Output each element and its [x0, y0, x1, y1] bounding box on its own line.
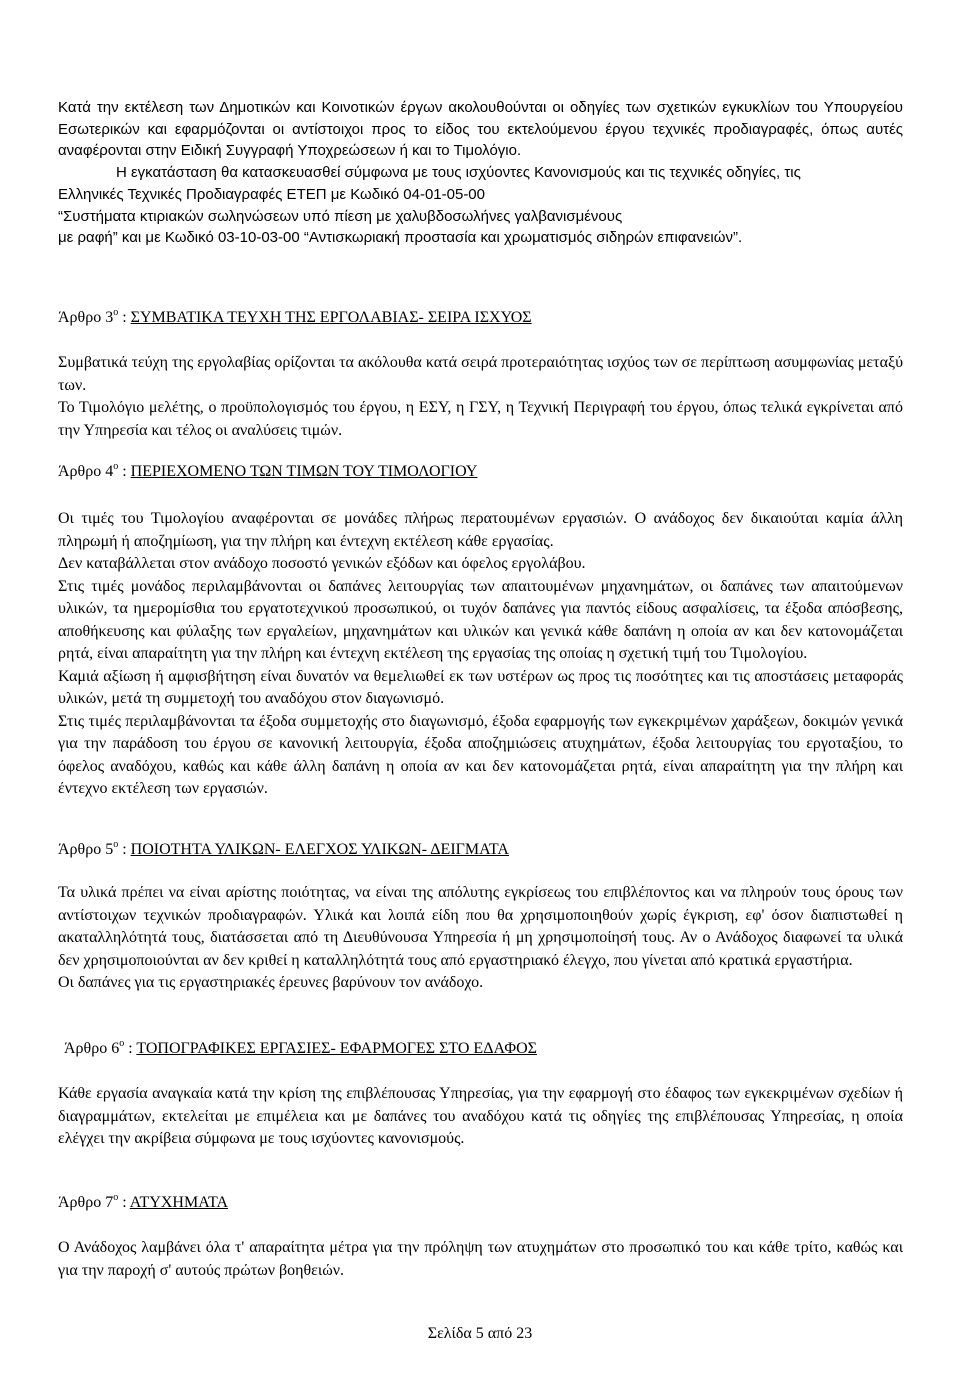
article-5-paragraph-1: Τα υλικά πρέπει να είναι αρίστης ποιότητας, να είναι της απόλυτης εγκρίσεως του επιβλέποντος και να πληρούν τους όρους των αντίστοιχων τεχνικών προδιαγραφών. Υλικά και λοιπά είδη που θα χρησιμοποιηθούν χωρίς έγκριση, εφ' όσον διαπιστωθεί η ακαταλληλότητά τους, διατάσσεται από τη Διευθύνουσα Υπηρεσία ή μη χρησιμοποίησή τους. Αν ο Ανάδοχος διαφωνεί τα υλικά δεν χρησιμοποιούνται αν δεν κριθεί η καταλληλότητά τους από εργαστηριακό έλεγχο, που γίνεται από κρατικά εργαστήρια. [58, 884, 903, 969]
article-3-heading [58, 307, 532, 329]
intro-installation-line-1: Η εγκατάσταση θα κατασκευασθεί σύμφωνα με τους ισχύοντες Κανονισμούς και τις τεχνικές οδηγίες, τις [116, 164, 801, 182]
article-6-title: ΤΟΠΟΓΡΑΦΙΚΕΣ ΕΡΓΑΣΙΕΣ- ΕΦΑΡΜΟΓΕΣ ΣΤΟ ΕΔΑΦΟΣ [136, 1040, 537, 1057]
article-5-heading [58, 839, 509, 861]
intro-paragraph: Κατά την εκτέλεση των Δημοτικών και Κοινοτικών έργων ακολουθούνται οι οδηγίες των σχετικών εγκυκλίων του Υπουργείου Εσωτερικών και εφαρμόζονται οι αντίστοιχοι προς το είδος του εκτελούμενου έργου τεχνικές προδιαγραφές, όπως αυτές αναφέρονται στην Ειδική Συγγραφή Υποχρεώσεων ή και το Τιμολόγιο. [58, 99, 903, 160]
intro-installation-line-4: με ραφή” και με Κωδικό 03-10-03-00 “Αντισκωριακή προστασία και χρωματισμός σιδηρών επιφανειών”. [58, 229, 743, 247]
intro-installation-line-3: “Συστήματα κτιριακών σωληνώσεων υπό πίεση με χαλυβδοσωλήνες γαλβανισμένους [58, 207, 623, 225]
article-4-number: Άρθρο 4 [58, 463, 114, 480]
article-5-colon: : [118, 841, 131, 858]
article-4-paragraph-2: Δεν καταβάλλεται στον ανάδοχο ποσοστό γενικών εξόδων και όφελος εργολάβου. [58, 555, 586, 572]
article-7-title: ΑΤΥΧΗΜΑΤΑ [129, 1194, 229, 1211]
article-6-number: Άρθρο 6 [64, 1040, 120, 1057]
article-3-colon: : [118, 309, 131, 326]
article-7-body [58, 1237, 903, 1282]
article-4-heading [58, 461, 477, 483]
article-4-paragraph-4: Καμιά αξίωση ή αμφισβήτηση είναι δυνατόν να θεμελιωθεί εκ των υστέρων ως προς τις ποσότητες και τις αποστάσεις μεταφοράς υλικών, μετά τη συμμετοχή του αναδόχου στον διαγωνισμό. [58, 667, 903, 707]
article-7-colon: : [118, 1194, 130, 1211]
article-7-heading [58, 1192, 228, 1214]
article-6-colon: : [124, 1040, 137, 1057]
article-5-paragraph-2: Οι δαπάνες για τις εργαστηριακές έρευνες βαρύνουν τον ανάδοχο. [58, 974, 484, 991]
article-3-paragraph-2: Το Τιμολόγιο μελέτης, ο προϋπολογισμός του έργου, η ΕΣΥ, η ΓΣΥ, η Τεχνική Περιγραφή του έργου, όπως τελικά εγκρίνεται από την Υπηρεσία και τέλος οι αναλύσεις τιμών. [58, 399, 903, 439]
article-5-ordinal: ο [113, 839, 119, 850]
article-3-title: ΣΥΜΒΑΤΙΚΑ ΤΕΥΧΗ ΤΗΣ ΕΡΓΟΛΑΒΙΑΣ- ΣΕΙΡΑ ΙΣΧΥΟΣ [130, 309, 532, 326]
article-4-paragraph-5: Στις τιμές περιλαμβάνονται τα έξοδα συμμετοχής στο διαγωνισμό, έξοδα εφαρμογής των εγκεκριμένων χαράξεων, δοκιμών γενικά για την παράδοση του έργου σε κανονική λειτουργία, έξοδα αποζημιώσεις ατυχημάτων, έξοδα λειτουργίας του εργοταξίου, το όφελος αναδόχου, καθώς και κάθε άλλη δαπάνη η οποία αν και δεν κατονομάζεται ρητά, είναι απαραίτητη για την πλήρη και έντεχνο εκτέλεση των εργασιών. [58, 712, 903, 797]
article-4-body [58, 508, 903, 801]
article-7-ordinal: ο [113, 1192, 119, 1203]
article-4-colon: : [118, 463, 131, 480]
article-5-title: ΠΟΙΟΤΗΤΑ ΥΛΙΚΩΝ- ΕΛΕΓΧΟΣ ΥΛΙΚΩΝ- ΔΕΙΓΜΑΤΑ [130, 841, 509, 858]
article-4-paragraph-3: Στις τιμές μονάδος περιλαμβάνονται οι δαπάνες λειτουργίας των απαιτουμένων μηχανημάτων, οι δαπάνες των απαιτούμενων υλικών, τα ημερομίσθια του εργατοτεχνικού προσωπικού, οι τυχόν δαπάνες για παντός είδους ασφαλίσεις, τα έξοδα απόσβεσης, αποθήκευσης και φύλαξης των εργαλείων, μηχανημάτων και υλικών και γενικά κάθε δαπάνη η οποία αν και δεν κατονομάζεται ρητά, είναι απαραίτητη για την πλήρη και έντεχνη εκτέλεση της εργασίας της οποίας η σχετική τιμή του Τιμολογίου. [58, 577, 903, 662]
intro-block [58, 97, 903, 249]
article-4-paragraph-1: Οι τιμές του Τιμολογίου αναφέρονται σε μονάδες πλήρως περατουμένων εργασιών. Ο ανάδοχος δεν δικαιούται καμία άλλη πληρωμή ή αποζημίωση, για την πλήρη και έντεχνη εκτέλεση κάθε εργασίας. [58, 510, 903, 550]
article-5-number: Άρθρο 5 [58, 841, 114, 858]
article-7-number: Άρθρο 7 [58, 1194, 114, 1211]
page-number-footer: Σελίδα 5 από 23 [427, 1325, 533, 1342]
article-4-title: ΠΕΡΙΕΧΟΜΕΝΟ ΤΩΝ ΤΙΜΩΝ ΤΟΥ ΤΙΜΟΛΟΓΙΟΥ [130, 463, 478, 480]
article-6-heading [64, 1038, 537, 1060]
article-7-paragraph-1: Ο Ανάδοχος λαμβάνει όλα τ' απαραίτητα μέτρα για την πρόληψη των ατυχημάτων στο προσωπικό του και κάθε τρίτο, καθώς και για την παροχή σ' αυτούς πρώτων βοηθειών. [58, 1239, 903, 1279]
article-3-paragraph-1: Συμβατικά τεύχη της εργολαβίας ορίζονται τα ακόλουθα κατά σειρά προτεραιότητας ισχύος των σε περίπτωση ασυμφωνίας μεταξύ των. [58, 354, 903, 394]
article-3-ordinal: ο [113, 307, 119, 318]
article-6-paragraph-1: Κάθε εργασία αναγκαία κατά την κρίση της επιβλέπουσας Υπηρεσίας, για την εφαρμογή στο έδαφος των εγκεκριμένων σχεδίων ή διαγραμμάτων, εκτελείται με επιμέλεια και με δαπάνες του αναδόχου κατά τις οδηγίες της επιβλέπουσας Υπηρεσίας, η οποία ελέγχει την ακρίβεια σύμφωνα με τους ισχύοντες κανονισμούς. [58, 1085, 903, 1147]
intro-installation-line-2: Ελληνικές Τεχνικές Προδιαγραφές ΕΤΕΠ με Κωδικό 04-01-05-00 [58, 185, 485, 203]
article-3-number: Άρθρο 3 [58, 309, 114, 326]
article-3-body [58, 352, 903, 442]
article-6-body [58, 1083, 903, 1151]
article-5-body [58, 882, 903, 995]
article-6-ordinal: ο [119, 1038, 125, 1049]
article-4-ordinal: ο [113, 461, 119, 472]
